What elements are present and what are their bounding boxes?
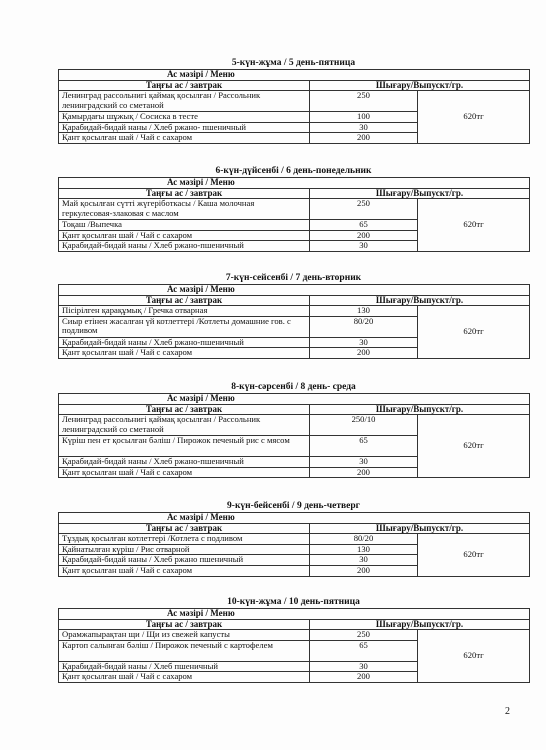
output-header: Шығару/Выпускт/гр. <box>310 80 530 91</box>
menu-table <box>58 393 530 478</box>
day-section-9 <box>58 501 529 577</box>
dish-qty: 130 <box>310 306 418 317</box>
dish-name: Ленинград рассольнигі қаймақ қосылған / Рассольник ленинградский со сметаной <box>59 415 310 436</box>
meal-header: Таңғы ас / завтрак <box>59 188 310 199</box>
dish-qty: 30 <box>310 337 418 348</box>
dish-qty: 65 <box>310 436 418 457</box>
dish-qty: 200 <box>310 672 418 683</box>
dish-qty: 200 <box>310 348 418 359</box>
dish-name: Май қосылған сүтті жүгеріботкасы / Каша молочная геркулесовая-злаковая с маслом <box>59 199 310 220</box>
dish-name: Қант қосылған шай / Чай с сахаром <box>59 672 310 683</box>
dish-name: Күріш пен ет қосылған бәліш / Пирожок печеный рис с мясом <box>59 436 310 457</box>
output-header: Шығару/Выпускт/гр. <box>310 295 530 306</box>
dish-name: Қамырдағы шұжық / Сосиска в тесте <box>59 112 310 123</box>
dish-name: Қарабидай-бидай наны / Хлеб ржано-пшеничный <box>59 337 310 348</box>
page-number: 2 <box>505 706 510 717</box>
dish-qty: 30 <box>310 555 418 566</box>
dish-name: Қарабидай-бидай наны / Хлеб ржано- пшеничный <box>59 122 310 133</box>
meal-header: Таңғы ас / завтрак <box>59 295 310 306</box>
dish-name: Картоп салынған бәліш / Пирожок печеный с картофелем <box>59 640 310 661</box>
output-header: Шығару/Выпускт/гр. <box>310 404 530 415</box>
day-section-7 <box>58 273 529 359</box>
day-title: 6-күн-дүйсенбі / 6 день-понедельник <box>215 166 372 176</box>
output-header: Шығару/Выпускт/гр. <box>310 188 530 199</box>
meal-header: Таңғы ас / завтрак <box>59 619 310 630</box>
menu-table <box>58 177 530 252</box>
dish-qty: 65 <box>310 640 418 661</box>
day-title: 5-күн-жұма / 5 день-пятница <box>231 58 356 68</box>
menu-header: Ас мәзірі / Меню <box>59 394 530 405</box>
dish-qty: 250 <box>310 199 418 220</box>
day-title: 10-күн-жұма / 10 день-пятница <box>227 597 360 607</box>
dish-name: Қарабидай-бидай наны / Хлеб ржано пшеничный <box>59 555 310 566</box>
dish-name: Қайнатылған күріш / Рис отварной <box>59 544 310 555</box>
day-title: 8-күн-сәрсенбі / 8 день- среда <box>231 382 356 392</box>
dish-qty: 30 <box>310 122 418 133</box>
day-section-5 <box>58 58 529 144</box>
dish-name: Ленинград рассольнигі қаймақ қосылған / Рассольник ленинградский со сметаной <box>59 91 310 112</box>
dish-qty: 250 <box>310 91 418 112</box>
dish-name: Қант қосылған шай / Чай с сахаром <box>59 348 310 359</box>
meal-header: Таңғы ас / завтрак <box>59 80 310 91</box>
dish-qty: 250 <box>310 630 418 641</box>
dish-name: Орамжапырақтан щи / Щи из свежей капусты <box>59 630 310 641</box>
dish-name: Пісірілген қарақұмық / Гречка отварная <box>59 306 310 317</box>
dish-name: Қарабидай-бидай наны / Хлеб ржано-пшеничный <box>59 457 310 468</box>
output-header: Шығару/Выпускт/гр. <box>310 619 530 630</box>
day-section-6 <box>58 166 529 252</box>
menu-header: Ас мәзірі / Меню <box>59 609 530 620</box>
dish-qty: 80/20 <box>310 534 418 545</box>
day-title: 9-күн-бейсенбі / 9 день-четверг <box>227 501 360 511</box>
day-section-10 <box>58 597 529 683</box>
dish-name: Тоқаш /Выпечка <box>59 220 310 231</box>
menu-table <box>58 284 530 359</box>
dish-qty: 130 <box>310 544 418 555</box>
menu-header: Ас мәзірі / Меню <box>59 513 530 524</box>
dish-name: Қант қосылған шай / Чай с сахаром <box>59 565 310 576</box>
menu-header: Ас мәзірі / Меню <box>59 285 530 296</box>
dish-name: Қант қосылған шай / Чай с сахаром <box>59 467 310 478</box>
meal-header: Таңғы ас / завтрак <box>59 404 310 415</box>
dish-name: Қарабидай-бидай наны / Хлеб пшеничный <box>59 661 310 672</box>
dish-qty: 250/10 <box>310 415 418 436</box>
meal-header: Таңғы ас / завтрак <box>59 523 310 534</box>
dish-name: Сиыр етінен жасалған үй котлеттері /Котлеты домашние гов. с подливом <box>59 316 310 337</box>
dish-qty: 200 <box>310 230 418 241</box>
menu-header: Ас мәзірі / Меню <box>59 178 530 189</box>
day-title: 7-күн-сейсенбі / 7 день-вторник <box>225 273 362 283</box>
menu-table <box>58 512 530 577</box>
dish-qty: 200 <box>310 467 418 478</box>
dish-qty: 30 <box>310 457 418 468</box>
price: 620тг <box>418 306 530 359</box>
dish-name: Тұздық қосылған котлеттері /Котлета с подливом <box>59 534 310 545</box>
dish-qty: 100 <box>310 112 418 123</box>
price: 620тг <box>418 415 530 478</box>
price: 620тг <box>418 630 530 683</box>
dish-qty: 200 <box>310 565 418 576</box>
price: 620тг <box>418 91 530 144</box>
dish-qty: 80/20 <box>310 316 418 337</box>
dish-qty: 200 <box>310 133 418 144</box>
day-section-8 <box>58 382 529 478</box>
dish-name: Қант қосылған шай / Чай с сахаром <box>59 230 310 241</box>
dish-name: Қант қосылған шай / Чай с сахаром <box>59 133 310 144</box>
menu-table <box>58 608 530 683</box>
dish-name: Қарабидай-бидай наны / Хлеб ржано-пшеничный <box>59 241 310 252</box>
output-header: Шығару/Выпускт/гр. <box>310 523 530 534</box>
dish-qty: 30 <box>310 661 418 672</box>
menu-header: Ас мәзірі / Меню <box>59 70 530 81</box>
dish-qty: 30 <box>310 241 418 252</box>
price: 620тг <box>418 199 530 252</box>
menu-table <box>58 69 530 144</box>
dish-qty: 65 <box>310 220 418 231</box>
price: 620тг <box>418 534 530 576</box>
